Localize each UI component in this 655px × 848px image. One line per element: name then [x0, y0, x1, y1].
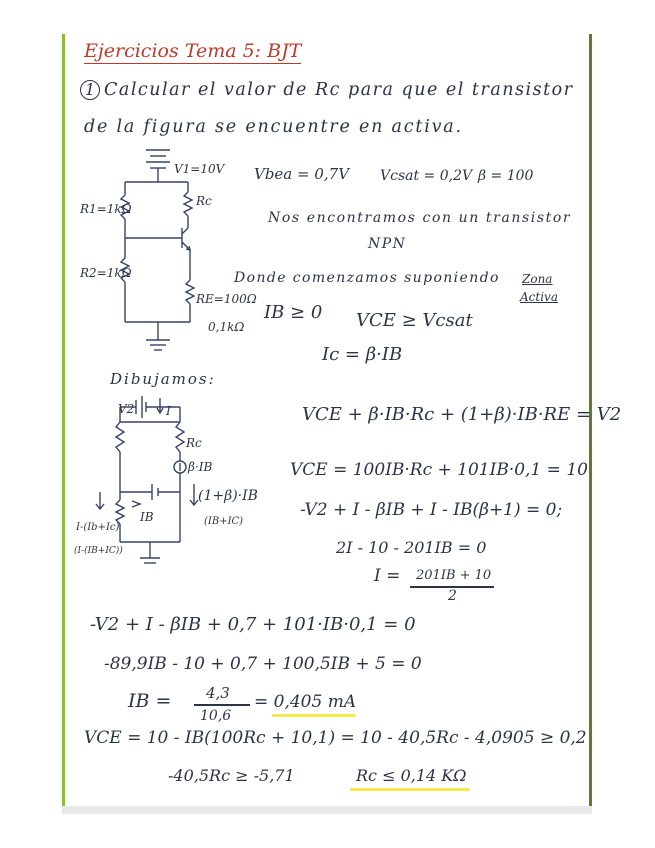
i-minus-label-2: (I-(IB+IC)) [74, 546, 123, 556]
equation-8-left: IB = [128, 690, 172, 712]
ia-plus-label: (IB+IC) [204, 516, 244, 527]
equation-2: VCE = 100IB·Rc + 101IB·0,1 = 10 [290, 460, 588, 480]
param-beta: β = 100 [478, 168, 534, 184]
equation-5-left: I = [374, 566, 401, 586]
equation-7: -89,9IB - 10 + 0,7 + 100,5IB + 5 = 0 [104, 654, 422, 674]
equation-8-result: = 0,405 mA [254, 692, 357, 712]
text-npn-line-2: NPN [368, 236, 407, 252]
beta-ib-label: β·IB [188, 460, 213, 474]
i-label: I [166, 404, 171, 418]
equation-5-denominator: 2 [448, 588, 457, 604]
equation-3: -V2 + I - βIB + I - IB(β+1) = 0; [300, 500, 563, 520]
transistor-circuit-diagram [70, 140, 270, 370]
condition-ib: IB ≥ 0 [264, 302, 323, 323]
page-title: Ejercicios Tema 5: BJT [84, 40, 302, 62]
text-zona: Donde comenzamos suponiendo [234, 270, 500, 286]
fraction-bar-2 [194, 704, 250, 706]
r1-label: R1=1kΩ [80, 202, 132, 216]
equation-8-numerator: 4,3 [206, 684, 230, 702]
page-shadow [62, 806, 592, 814]
r2-label: R2=1kΩ [80, 266, 132, 280]
equation-9: VCE = 10 - IB(100Rc + 10,1) = 10 - 40,5Rc - 4,0905 ≥ 0,2 [84, 728, 587, 748]
param-vbea: Vbea = 0,7V [254, 165, 350, 183]
i-minus-label: I-(Ib+Ic) [76, 522, 120, 533]
equation-8-denominator: 10,6 [200, 708, 232, 724]
result-highlight [272, 714, 356, 717]
equation-4: 2I - 10 - 201IB = 0 [336, 538, 487, 557]
re-alt-label: 0,1kΩ [208, 320, 245, 334]
ic-equation: Ic = β·IB [322, 344, 403, 365]
v1-label: V1=10V [174, 162, 225, 176]
param-vcsat: Vcsat = 0,2V [380, 168, 473, 184]
rc-label: Rc [196, 194, 212, 208]
final-answer: Rc ≤ 0,14 KΩ [356, 766, 467, 785]
text-npn-line-1: Nos encontramos con un transistor [268, 210, 572, 226]
v2-label: V2 [118, 402, 135, 416]
one-plus-beta-label: (1+β)·IB [198, 488, 258, 504]
zona-label-1: Zona [522, 272, 553, 286]
dibujamos-label: Dibujamos: [110, 370, 216, 388]
ib-loop-label: IB [140, 510, 154, 524]
rc-label-2: Rc [186, 436, 202, 450]
problem-number: 1 [80, 80, 100, 100]
zona-label-2: Activa [520, 290, 558, 304]
problem-line-1: Calcular el valor de Rc para que el transistor [104, 80, 574, 100]
final-answer-highlight [350, 788, 470, 791]
equation-10: -40,5Rc ≥ -5,71 [168, 766, 295, 785]
equation-1: VCE + β·IB·Rc + (1+β)·IB·RE = V2 [302, 404, 622, 425]
equation-5-numerator: 201IB + 10 [416, 568, 492, 583]
problem-line-2: de la figura se encuentre en activa. [84, 117, 463, 137]
re-label: RE=100Ω [196, 292, 257, 306]
equation-6: -V2 + I - βIB + 0,7 + 101·IB·0,1 = 0 [90, 614, 416, 635]
condition-vce: VCE ≥ Vcsat [356, 310, 473, 331]
